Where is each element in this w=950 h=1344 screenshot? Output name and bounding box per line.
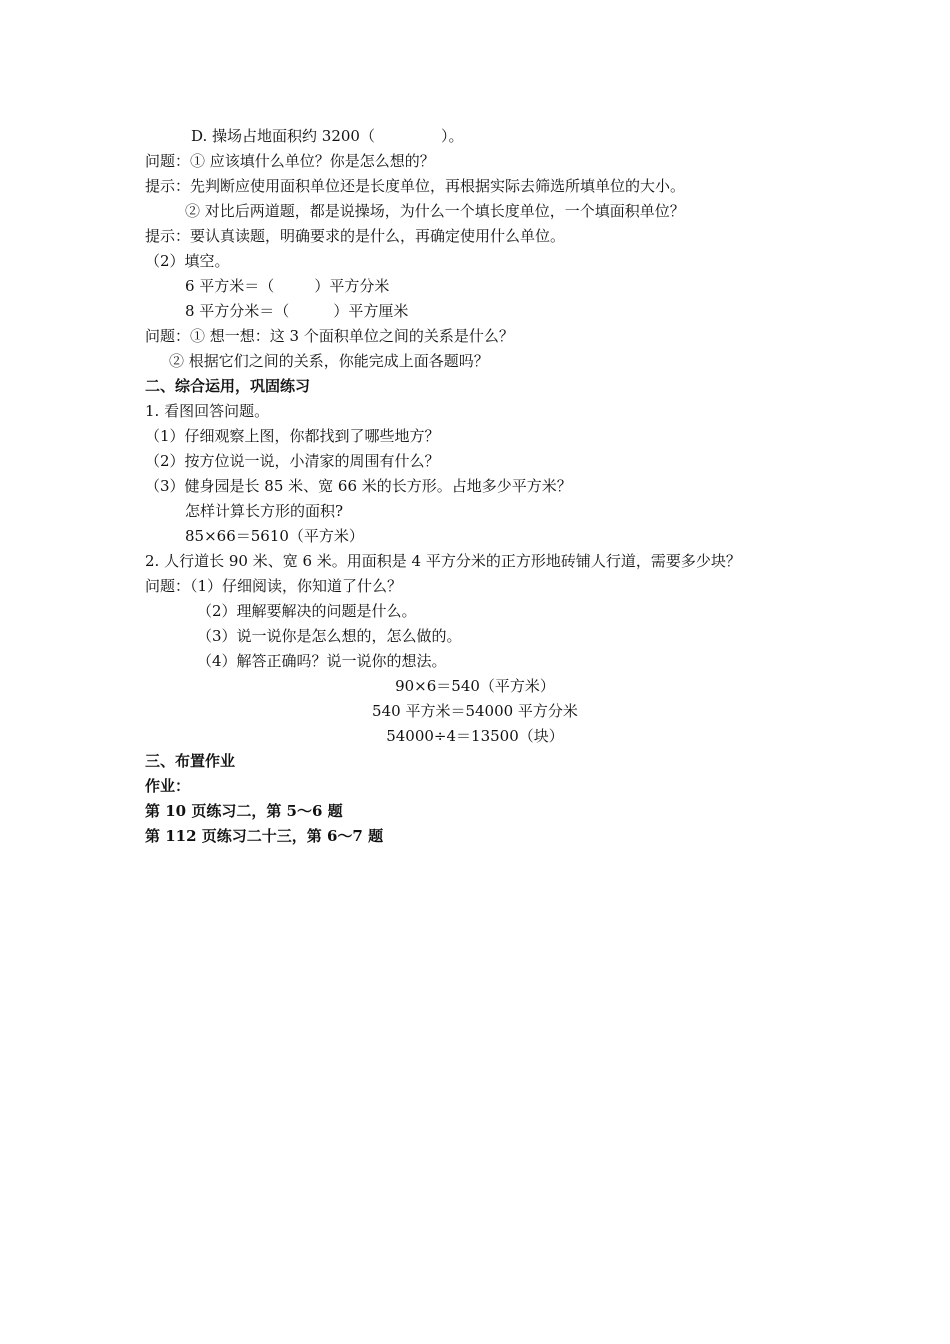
- question-d-text: D. 操场占地面积约 3200（: [191, 127, 375, 145]
- question-d-line: [145, 124, 845, 149]
- calculation-3: 54000÷4＝13500（块）: [386, 727, 564, 745]
- section-2-heading: 二、综合运用，巩固练习: [145, 377, 311, 395]
- problem-1-a: （1）仔细观察上图，你都找到了哪些地方？: [145, 427, 440, 445]
- problem-1: 1. 看图回答问题。: [145, 402, 270, 420]
- problem-1-c: （3）健身园是长 85 米、宽 66 米的长方形。占地多少平方米？: [145, 477, 572, 495]
- fill-in-2: [145, 299, 845, 324]
- fill-in-heading: （2）填空。: [145, 252, 230, 270]
- problem-1-b: （2）按方位说一说，小清家的周围有什么？: [145, 452, 440, 470]
- question-1b: ② 对比后两道题，都是说操场，为什么一个填长度单位，一个填面积单位？: [185, 202, 685, 220]
- problem-2-question-1: 问题：（1）仔细阅读，你知道了什么？: [145, 577, 403, 595]
- calculation-2: 540 平方米＝54000 平方分米: [372, 702, 578, 720]
- question-2b: ② 根据它们之间的关系，你能完成上面各题吗？: [169, 352, 489, 370]
- homework-label: 作业：: [145, 777, 191, 795]
- problem-1-c-answer: 85×66＝5610（平方米）: [185, 527, 364, 545]
- calculation-1: 90×6＝540（平方米）: [395, 677, 555, 695]
- problem-2-question-2: （2）理解要解决的问题是什么。: [197, 602, 417, 620]
- problem-2: 2. 人行道长 90 米、宽 6 米。用面积是 4 平方分米的正方形地砖铺人行道，需要多少块？: [145, 552, 741, 570]
- fill-in-1: [145, 274, 845, 299]
- document-body: [145, 124, 845, 849]
- fill-in-2-unit: ）平方厘米: [333, 302, 409, 320]
- question-d-end: ）。: [440, 127, 464, 145]
- hint-2: 提示：要认真读题，明确要求的是什么，再确定使用什么单位。: [145, 227, 566, 245]
- section-3-heading: 三、布置作业: [145, 752, 236, 770]
- problem-2-question-3: （3）说一说你是怎么想的，怎么做的。: [197, 627, 462, 645]
- fill-in-2-text: 8 平方分米＝（: [185, 302, 290, 320]
- question-2: 问题：① 想一想：这 3 个面积单位之间的关系是什么？: [145, 327, 514, 345]
- question-1: 问题：① 应该填什么单位？你是怎么想的？: [145, 152, 435, 170]
- hint-1: 提示：先判断应使用面积单位还是长度单位，再根据实际去筛选所填单位的大小。: [145, 177, 686, 195]
- problem-2-question-4: （4）解答正确吗？说一说你的想法。: [197, 652, 447, 670]
- fill-in-1-text: 6 平方米＝（: [185, 277, 275, 295]
- fill-in-1-unit: ）平方分米: [314, 277, 390, 295]
- homework-item-1: 第 10 页练习二，第 5～6 题: [145, 802, 343, 820]
- problem-1-c-question: 怎样计算长方形的面积?: [185, 502, 344, 520]
- homework-item-2: 第 112 页练习二十三，第 6～7 题: [145, 827, 384, 845]
